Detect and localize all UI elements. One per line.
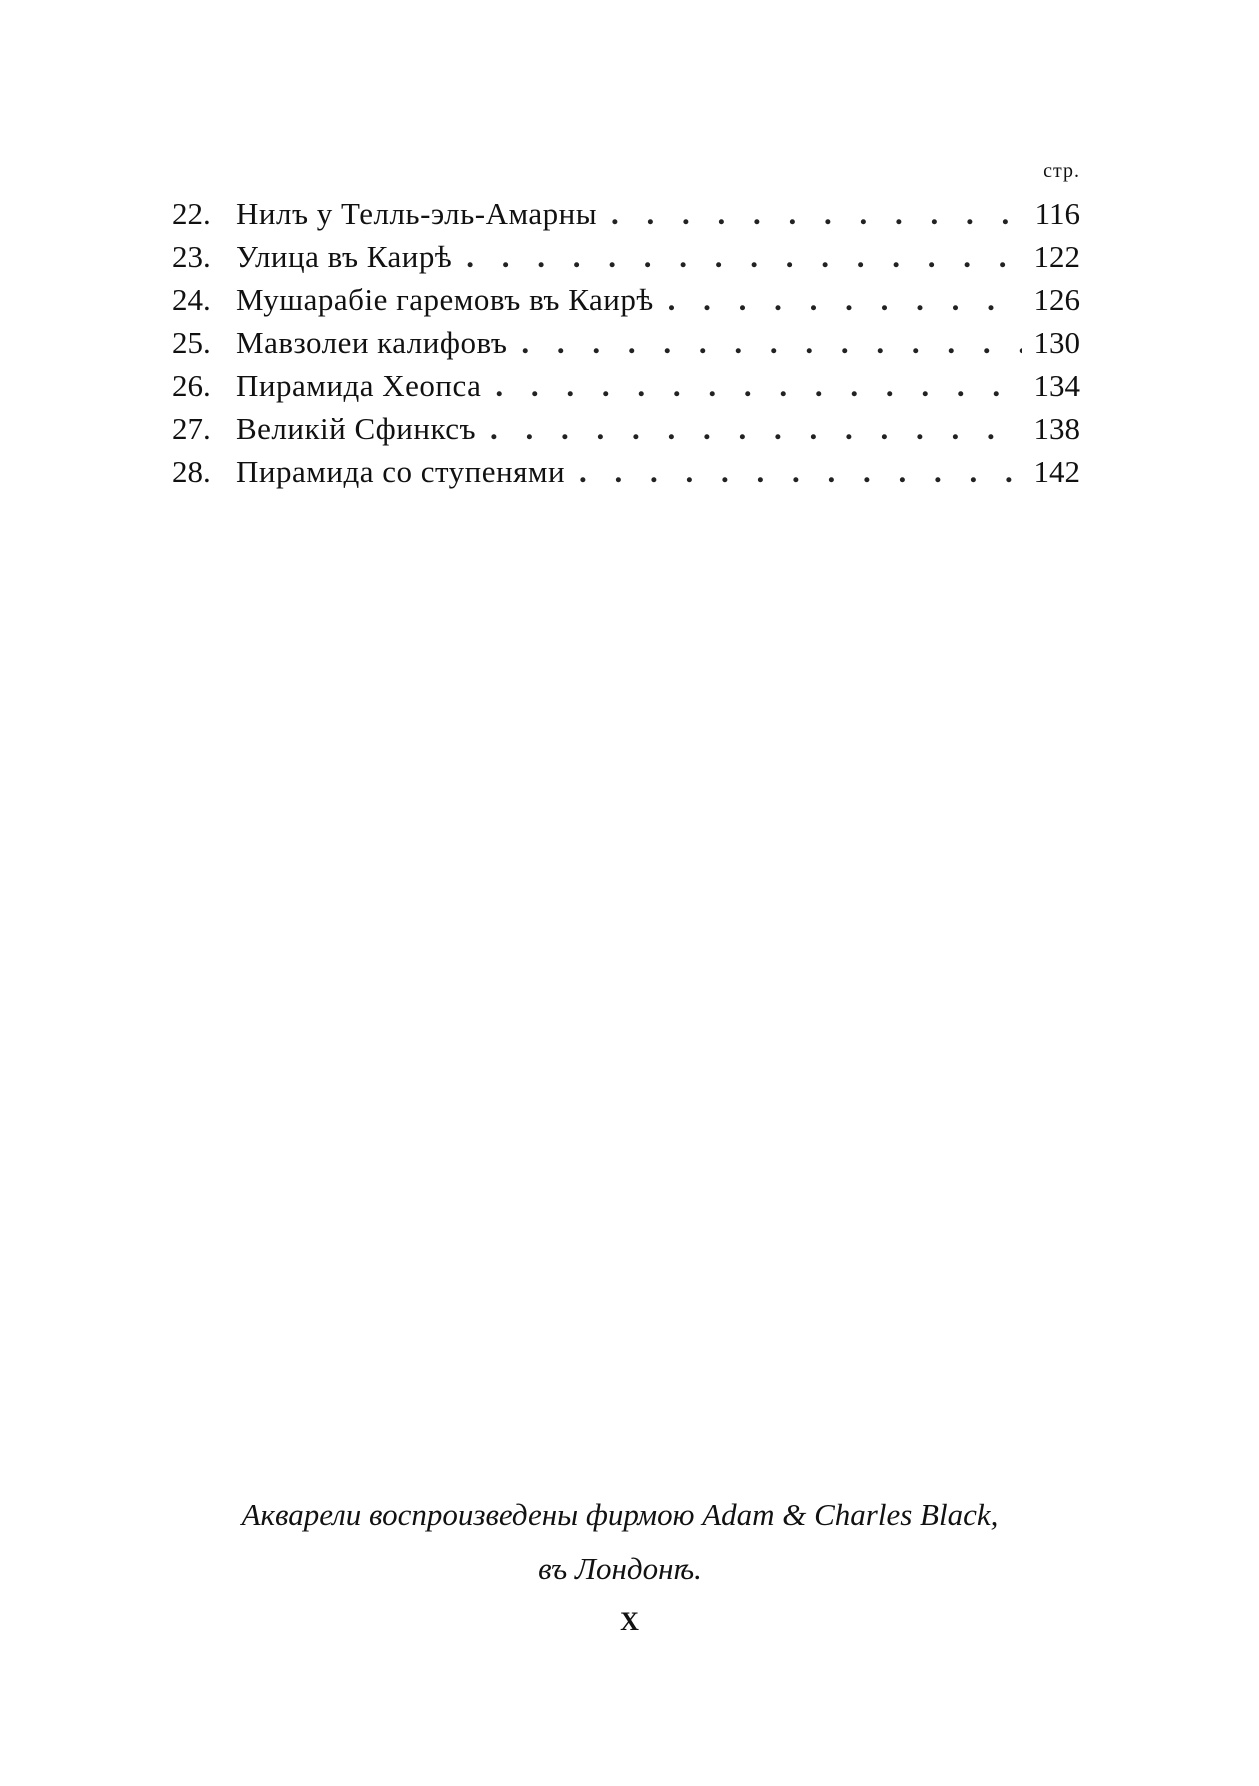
dot-leader [490,407,1022,450]
toc-entry-title: Мушарабіе гаремовъ въ Каирѣ [236,282,654,317]
toc-entry-page: 130 [1033,325,1080,360]
toc-entry [172,364,1080,407]
dot-leader [668,278,1022,321]
toc-entry-page: 126 [1033,282,1080,317]
toc-entry-title: Улица въ Каирѣ [236,239,453,274]
toc-entry [172,407,1080,450]
toc-entry [172,321,1080,364]
toc-entry-page: 142 [1033,454,1080,489]
toc-entry-title: Пирамида со ступенями [236,454,566,489]
toc-entry-number: 25. [172,325,211,360]
toc-entry-number: 27. [172,411,211,446]
toc-entry-number: 23. [172,239,211,274]
publisher-note-line-2: въ Лондонѣ. [538,1551,702,1586]
toc-entry-number: 26. [172,368,211,403]
table-of-contents [172,192,1080,493]
toc-entry [172,278,1080,321]
publisher-note [150,1488,1090,1596]
toc-entry-page: 134 [1033,368,1080,403]
dot-leader [611,192,1022,235]
page-number: X [620,1607,639,1636]
dot-leader [579,450,1022,493]
toc-entry-page: 122 [1033,239,1080,274]
toc-entry-number: 28. [172,454,211,489]
dot-leader [466,235,1022,278]
toc-entry-number: 22. [172,196,211,231]
toc-entry-title: Пирамида Хеопса [236,368,482,403]
toc-entry [172,450,1080,493]
toc-entry-page: 116 [1034,196,1080,231]
toc-entry-title: Нилъ у Телль-эль-Амарны [236,196,598,231]
page-column-header: стр. [1043,160,1080,182]
toc-entry [172,192,1080,235]
toc-entry-page: 138 [1033,411,1080,446]
publisher-note-line-1: Акварели воспроизведены фирмою Adam & Charles Black, [241,1497,999,1532]
toc-entry [172,235,1080,278]
toc-entry-title: Мавзолеи калифовъ [236,325,508,360]
toc-entry-number: 24. [172,282,211,317]
toc-entry-title: Великій Сфинксъ [236,411,477,446]
dot-leader [495,364,1022,407]
dot-leader [521,321,1022,364]
